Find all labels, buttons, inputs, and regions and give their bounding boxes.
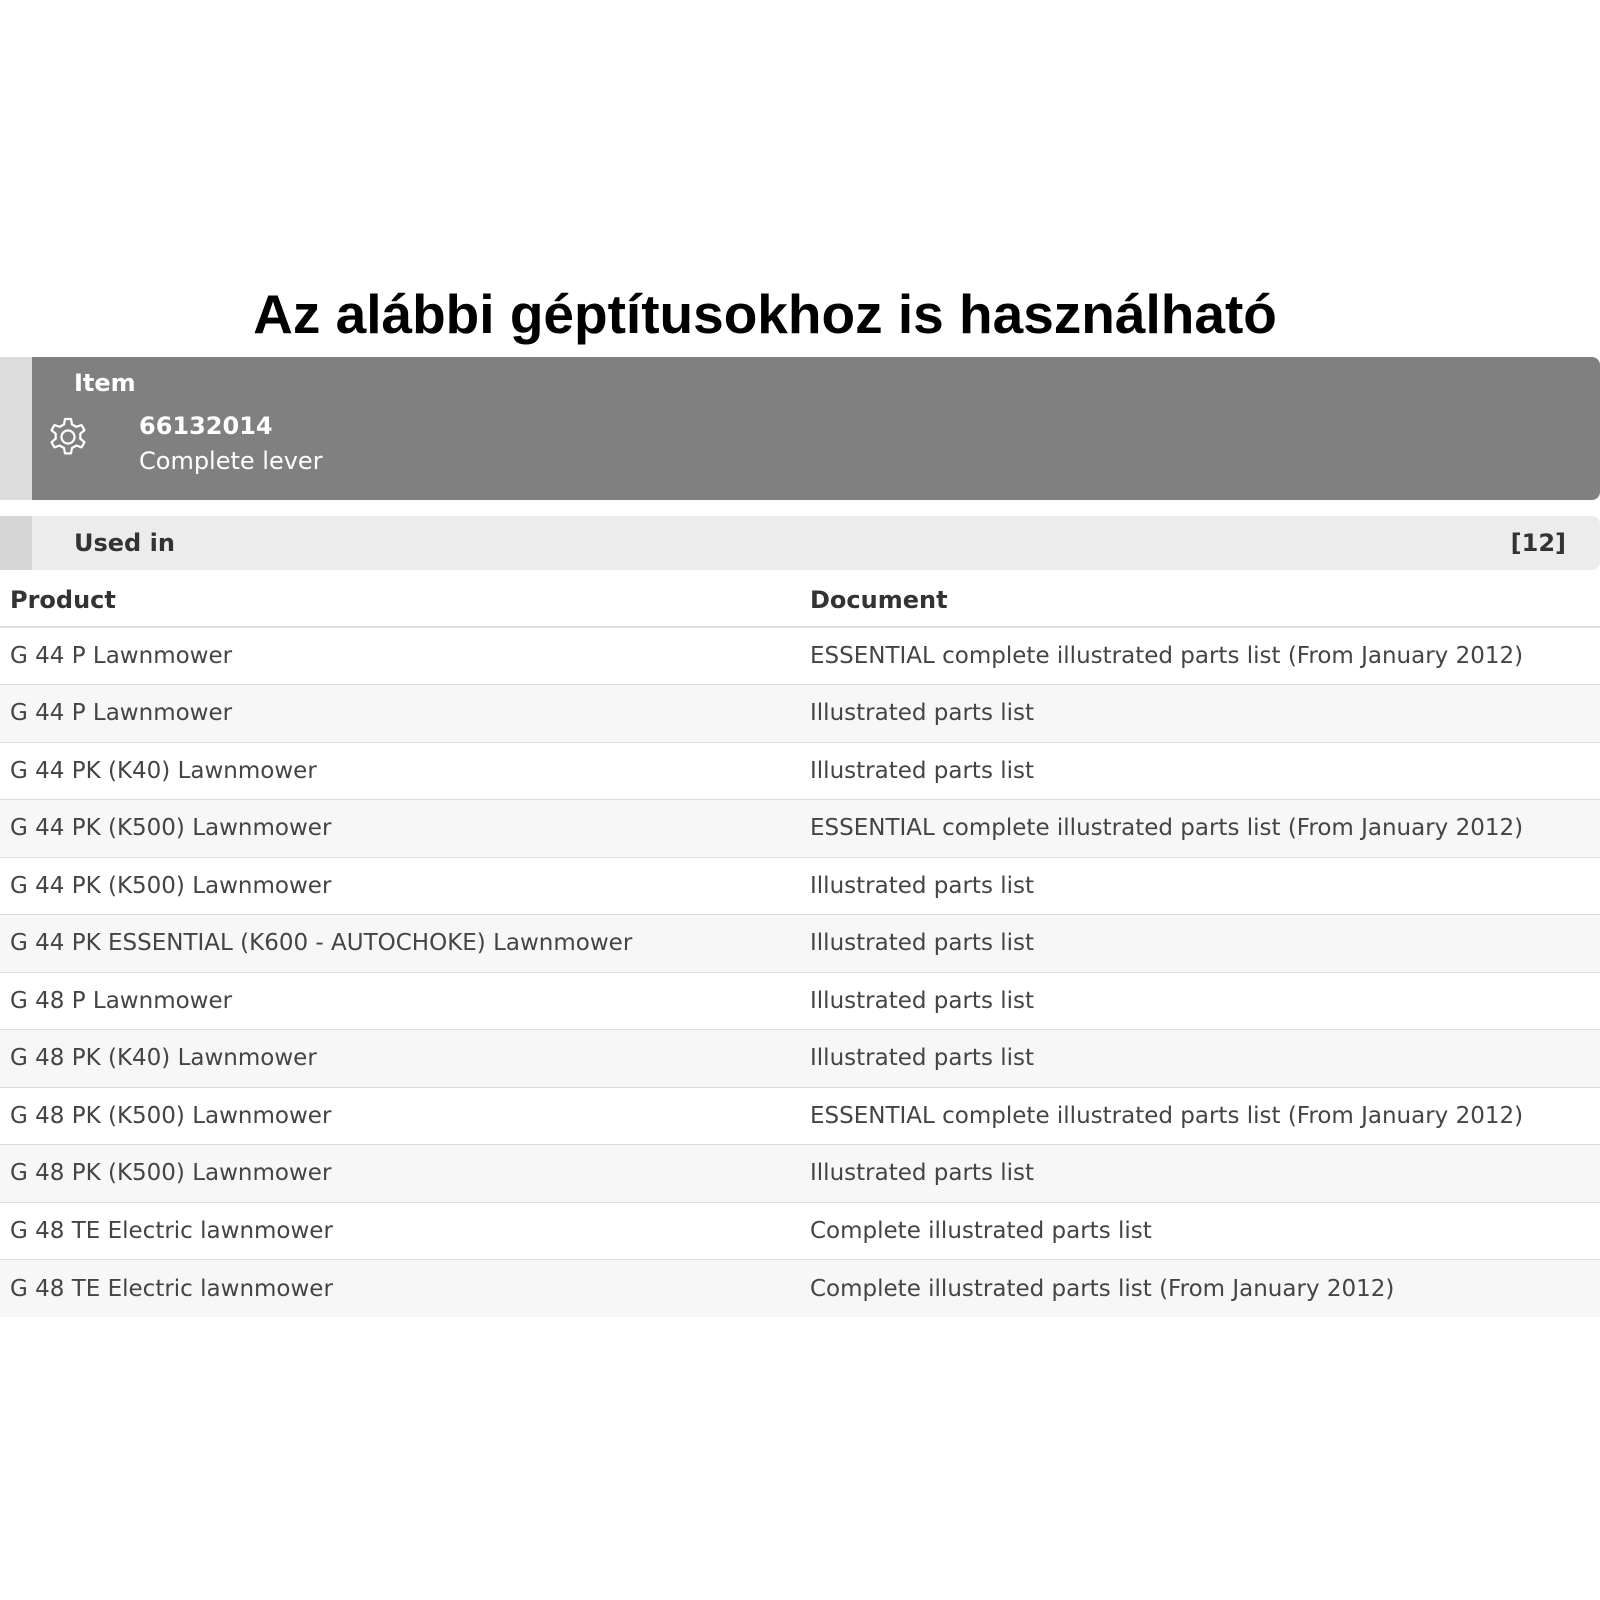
item-description: Complete lever xyxy=(139,447,323,475)
item-number[interactable]: 66132014 xyxy=(139,412,273,440)
document-cell[interactable]: Illustrated parts list xyxy=(800,685,1600,743)
used-in-accent xyxy=(0,516,32,570)
used-in-table xyxy=(0,573,1600,1317)
table-row[interactable] xyxy=(0,1145,1600,1203)
product-cell[interactable]: G 48 PK (K500) Lawnmower xyxy=(0,1145,800,1203)
item-panel xyxy=(0,357,1600,500)
column-header-document: Document xyxy=(800,573,1600,627)
table-row[interactable] xyxy=(0,685,1600,743)
column-header-product: Product xyxy=(0,573,800,627)
document-cell[interactable]: ESSENTIAL complete illustrated parts list (From January 2012) xyxy=(800,800,1600,858)
table-row[interactable] xyxy=(0,857,1600,915)
document-cell[interactable]: Illustrated parts list xyxy=(800,1145,1600,1203)
product-cell[interactable]: G 44 PK (K40) Lawnmower xyxy=(0,742,800,800)
product-cell[interactable]: G 48 TE Electric lawnmower xyxy=(0,1202,800,1260)
table-row[interactable] xyxy=(0,627,1600,685)
table-row[interactable] xyxy=(0,972,1600,1030)
item-panel-body xyxy=(32,357,1600,500)
table-header-row xyxy=(0,573,1600,627)
product-cell[interactable]: G 44 P Lawnmower xyxy=(0,627,800,685)
used-in-bar[interactable] xyxy=(0,516,1600,570)
product-cell[interactable]: G 48 TE Electric lawnmower xyxy=(0,1260,800,1318)
table-row[interactable] xyxy=(0,1030,1600,1088)
page-title: Az alábbi géptítusokhoz is használható xyxy=(253,283,1277,345)
document-cell[interactable]: Illustrated parts list xyxy=(800,972,1600,1030)
table-row[interactable] xyxy=(0,1202,1600,1260)
product-cell[interactable]: G 44 PK (K500) Lawnmower xyxy=(0,857,800,915)
table-row[interactable] xyxy=(0,1260,1600,1318)
document-cell[interactable]: Illustrated parts list xyxy=(800,1030,1600,1088)
product-cell[interactable]: G 44 PK (K500) Lawnmower xyxy=(0,800,800,858)
document-cell[interactable]: Complete illustrated parts list (From January 2012) xyxy=(800,1260,1600,1318)
table-row[interactable] xyxy=(0,742,1600,800)
table-row[interactable] xyxy=(0,800,1600,858)
document-cell[interactable]: Illustrated parts list xyxy=(800,857,1600,915)
item-panel-accent xyxy=(0,357,32,500)
item-heading: Item xyxy=(74,369,136,397)
document-cell[interactable]: Illustrated parts list xyxy=(800,742,1600,800)
gear-icon xyxy=(44,413,92,461)
product-cell[interactable]: G 48 P Lawnmower xyxy=(0,972,800,1030)
document-cell[interactable]: Complete illustrated parts list xyxy=(800,1202,1600,1260)
used-in-body xyxy=(32,516,1600,570)
table-row[interactable] xyxy=(0,1087,1600,1145)
used-in-count: [12] xyxy=(1510,529,1566,557)
document-cell[interactable]: Illustrated parts list xyxy=(800,915,1600,973)
product-cell[interactable]: G 44 P Lawnmower xyxy=(0,685,800,743)
product-cell[interactable]: G 48 PK (K40) Lawnmower xyxy=(0,1030,800,1088)
document-cell[interactable]: ESSENTIAL complete illustrated parts list (From January 2012) xyxy=(800,1087,1600,1145)
document-cell[interactable]: ESSENTIAL complete illustrated parts list (From January 2012) xyxy=(800,627,1600,685)
product-cell[interactable]: G 44 PK ESSENTIAL (K600 - AUTOCHOKE) Lawnmower xyxy=(0,915,800,973)
table-row[interactable] xyxy=(0,915,1600,973)
product-cell[interactable]: G 48 PK (K500) Lawnmower xyxy=(0,1087,800,1145)
used-in-label: Used in xyxy=(74,529,175,557)
